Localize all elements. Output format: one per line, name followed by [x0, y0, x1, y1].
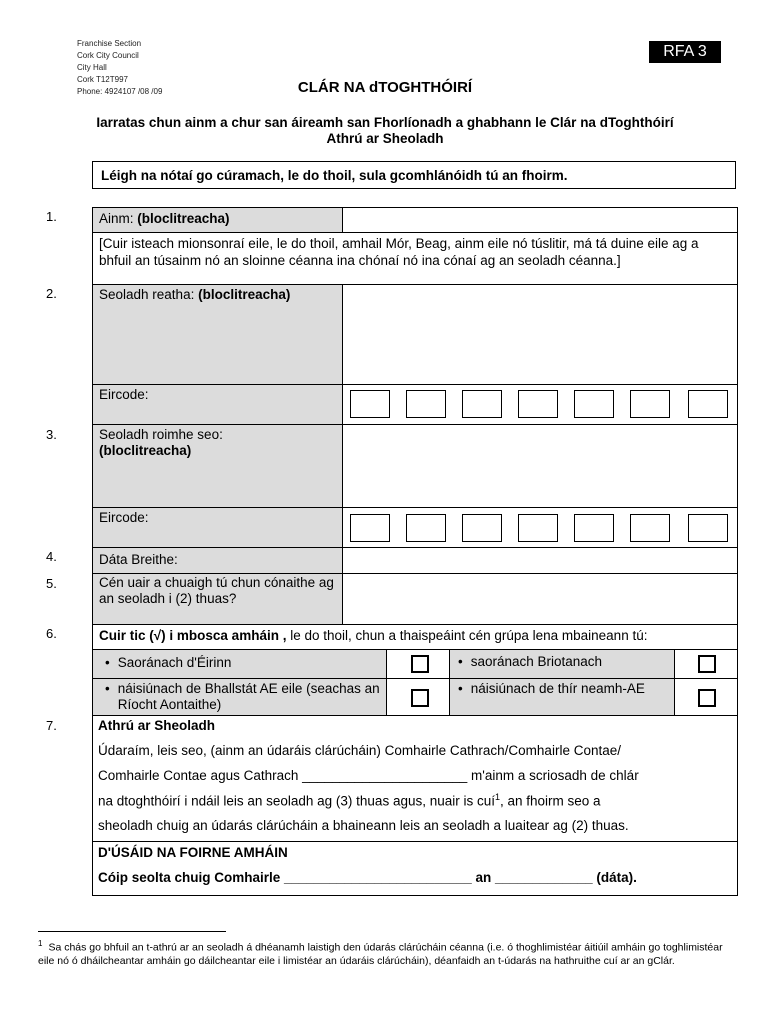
eircode-char-box[interactable] — [630, 514, 670, 542]
eircode-char-box[interactable] — [350, 390, 390, 418]
eircode-char-box[interactable] — [574, 514, 614, 542]
form-code-badge: RFA 3 — [649, 41, 721, 63]
question-number: 6. — [46, 626, 57, 641]
office-use-heading: D'ÚSÁID NA FOIRNE AMHÁIN — [98, 845, 288, 860]
checkbox-british-citizen[interactable] — [698, 655, 716, 673]
eircode-char-box[interactable] — [630, 390, 670, 418]
current-address-label — [92, 284, 343, 385]
option-label: saoránach Briotanach — [470, 654, 603, 669]
page-title: CLÁR NA dTOGHTHÓIRÍ — [297, 79, 473, 96]
current-eircode-label: Eircode: — [92, 384, 343, 425]
label-text: Seoladh roimhe seo: — [99, 427, 223, 442]
option-irish-citizen-label — [92, 649, 387, 679]
heading-bold: Cuir tic (√) i mbosca amháin , — [99, 628, 287, 643]
eircode-char-box[interactable] — [518, 514, 558, 542]
line-text: , an fhoirm seo a — [500, 793, 601, 809]
label-bold: (bloclitreacha) — [137, 211, 230, 226]
council-address — [77, 38, 162, 98]
footnote — [38, 937, 738, 968]
checkbox-eu-national[interactable] — [411, 689, 429, 707]
footnote-marker: 1 — [38, 939, 43, 948]
dob-label: Dáta Breithe: — [92, 547, 343, 574]
footnote-text: Sa chás go bhfuil an t-athrú ar an seoladh á dhéanamh laistigh den údarás clárúcháin céanna (i.e. ó thoghlimistéar áitiúil amháin go toghlimistéar eile nó ó dháilcheantar amháin go dáilcheantar eile i limistéar an údaráis clárúcháin), déanfaidh an t-údarás na hathruithe cuí ar an gClár. — [38, 941, 723, 967]
address-line: Cork City Council — [77, 51, 139, 60]
eircode-char-box[interactable] — [350, 514, 390, 542]
page-subtitle — [40, 115, 730, 147]
line-text: na dtoghthóirí i ndáil leis an seoladh ag (3) thuas agus, nuair is cuí — [98, 793, 495, 809]
authorisation-line: sheoladh chuig an údarás clárúcháin a bhaineann leis an seoladh a luaitear ag (2) thuas. — [98, 818, 629, 833]
checkbox-non-eu-national[interactable] — [698, 689, 716, 707]
option-british-citizen-label — [449, 649, 675, 679]
eircode-char-box[interactable] — [688, 514, 728, 542]
option-eu-national-label: • náisiúnach de Bhallstát AE eile (seachas an Ríocht Aontaithe) — [92, 678, 387, 716]
subtitle-line: Athrú ar Sheoladh — [326, 131, 444, 146]
previous-address-input[interactable] — [342, 424, 738, 508]
label-text: Seoladh reatha: — [99, 287, 199, 302]
footnote-ref: 1 — [495, 792, 501, 802]
authorisation-line — [92, 792, 744, 809]
authorisation-line: Comhairle Contae agus Cathrach ______________________ m'ainm a scriosadh de chlár — [98, 768, 639, 783]
option-eu-national-cell — [386, 678, 450, 716]
question-number: 7. — [46, 718, 57, 733]
address-line: Cork T12T997 — [77, 75, 128, 84]
eircode-char-box[interactable] — [462, 390, 502, 418]
option-non-eu-national-label: • náisiúnach de thír neamh-AE — [449, 678, 675, 716]
eircode-char-box[interactable] — [406, 514, 446, 542]
option-label: náisiúnach de thír neamh-AE — [470, 681, 645, 696]
eircode-char-box[interactable] — [462, 514, 502, 542]
option-irish-citizen-cell — [386, 649, 450, 679]
address-line: Phone: 4924107 /08 /09 — [77, 87, 163, 96]
option-label: náisiúnach de Bhallstát AE eile (seachas an Ríocht Aontaithe) — [117, 681, 380, 712]
previous-eircode-row — [342, 507, 738, 548]
checkbox-irish-citizen[interactable] — [411, 655, 429, 673]
label-text: Ainm: — [99, 211, 138, 226]
authorisation-line: Údaraím, leis seo, (ainm an údaráis clárúcháin) Comhairle Cathrach/Comhairle Contae/ — [98, 743, 621, 758]
eircode-char-box[interactable] — [688, 390, 728, 418]
option-non-eu-national-cell — [674, 678, 738, 716]
residence-date-input[interactable] — [342, 573, 738, 625]
address-line: Franchise Section — [77, 39, 142, 48]
eircode-char-box[interactable] — [406, 390, 446, 418]
eircode-char-box[interactable] — [518, 390, 558, 418]
name-label — [92, 207, 343, 233]
previous-eircode-label: Eircode: — [92, 507, 343, 548]
notice-box: Léigh na nótaí go cúramach, le do thoil, sula gcomhlánóidh tú an fhoirm. — [92, 161, 736, 189]
heading-text: le do thoil, chun a thaispeáint cén grúpa lena mbaineann tú: — [286, 628, 648, 643]
question-number: 5. — [46, 576, 57, 591]
office-use-line: Cóip seolta chuig Comhairle _________________________ an _____________ (dáta). — [98, 870, 637, 885]
name-input[interactable] — [342, 207, 738, 233]
residence-date-label: Cén uair a chuaigh tú chun cónaithe ag an seoladh i (2) thuas? — [92, 573, 343, 625]
subtitle-line: Iarratas chun ainm a chur san áireamh san Fhorlíonadh a ghabhann le Clár na dToghthóirí — [96, 115, 674, 130]
question-number: 2. — [46, 286, 57, 301]
name-note: [Cuir isteach mionsonraí eile, le do thoil, amhail Mór, Beag, ainm eile nó túslitir, má tá duine eile ag a bhfuil an túsainm nó an sloinne céanna ina chónaí nó ina cónaí ag an seoladh céanna.] — [92, 232, 738, 285]
dob-input[interactable] — [342, 547, 738, 574]
address-line: City Hall — [77, 63, 107, 72]
question-number: 1. — [46, 209, 57, 224]
citizenship-heading — [92, 624, 738, 650]
current-address-input[interactable] — [342, 284, 738, 385]
change-of-address-heading: Athrú ar Sheoladh — [98, 718, 216, 733]
question-number: 3. — [46, 427, 57, 442]
eircode-char-box[interactable] — [574, 390, 614, 418]
label-bold: (bloclitreacha) — [198, 287, 291, 302]
current-eircode-row — [342, 384, 738, 425]
option-british-citizen-cell — [674, 649, 738, 679]
question-number: 4. — [46, 549, 57, 564]
previous-address-label — [92, 424, 343, 508]
option-label: Saoránach d'Éirinn — [117, 655, 232, 670]
footnote-divider — [38, 931, 226, 932]
label-bold: (bloclitreacha) — [99, 443, 192, 458]
